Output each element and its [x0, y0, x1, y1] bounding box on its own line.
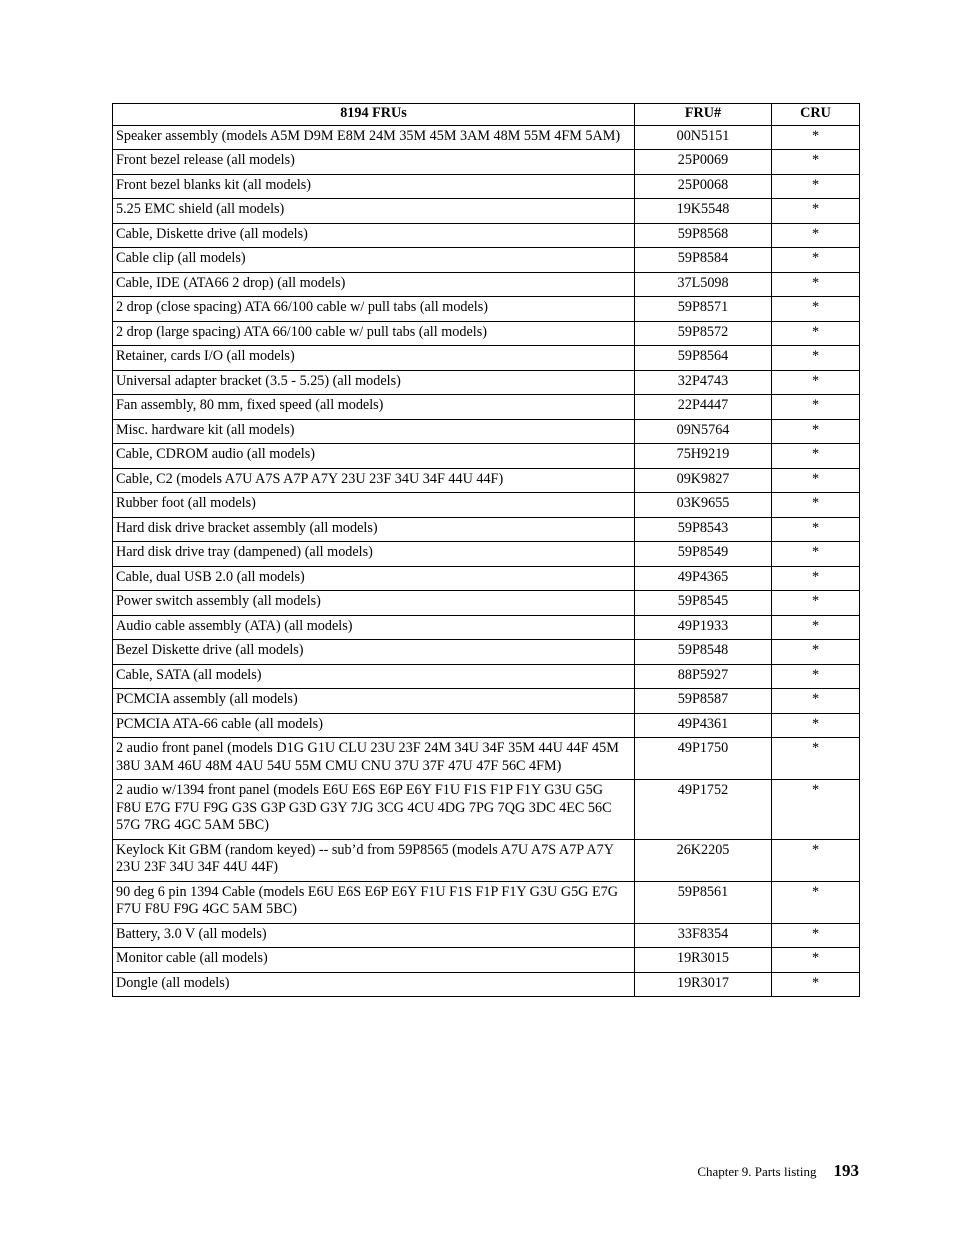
part-description: Cable clip (all models)	[113, 248, 635, 273]
cru-marker: *	[772, 248, 860, 273]
part-description: Universal adapter bracket (3.5 - 5.25) (all models)	[113, 370, 635, 395]
part-description: 2 drop (large spacing) ATA 66/100 cable w/ pull tabs (all models)	[113, 321, 635, 346]
cru-marker: *	[772, 780, 860, 840]
cru-marker: *	[772, 272, 860, 297]
part-description: Dongle (all models)	[113, 972, 635, 997]
fru-number: 19R3017	[635, 972, 772, 997]
cru-marker: *	[772, 125, 860, 150]
part-description: Monitor cable (all models)	[113, 948, 635, 973]
table-row	[113, 493, 860, 518]
fru-number: 37L5098	[635, 272, 772, 297]
table-row	[113, 972, 860, 997]
part-description: 2 audio w/1394 front panel (models E6U E6S E6P E6Y F1U F1S F1P F1Y G3U G5G F8U E7G F7U F9G G3S G3P G3D G3Y 7JG 3CG 4CU 4DG 7PG 7QG 3DC 4EC 56C 57G 7RG 4GC 5AM 5BC)	[113, 780, 635, 840]
fru-number: 59P8543	[635, 517, 772, 542]
part-description: Cable, Diskette drive (all models)	[113, 223, 635, 248]
fru-number: 59P8545	[635, 591, 772, 616]
table-row	[113, 297, 860, 322]
table-row	[113, 689, 860, 714]
table-row	[113, 444, 860, 469]
cru-marker: *	[772, 689, 860, 714]
part-description: Cable, C2 (models A7U A7S A7P A7Y 23U 23F 34U 34F 44U 44F)	[113, 468, 635, 493]
cru-marker: *	[772, 542, 860, 567]
fru-number: 03K9655	[635, 493, 772, 518]
column-header-cru: CRU	[772, 104, 860, 126]
cru-marker: *	[772, 321, 860, 346]
fru-number: 33F8354	[635, 923, 772, 948]
table-row	[113, 223, 860, 248]
fru-number: 59P8549	[635, 542, 772, 567]
cru-marker: *	[772, 640, 860, 665]
parts-table	[112, 103, 860, 997]
fru-number: 19K5548	[635, 199, 772, 224]
part-description: Cable, dual USB 2.0 (all models)	[113, 566, 635, 591]
cru-marker: *	[772, 948, 860, 973]
fru-number: 59P8548	[635, 640, 772, 665]
cru-marker: *	[772, 591, 860, 616]
fru-number: 49P4365	[635, 566, 772, 591]
fru-number: 59P8564	[635, 346, 772, 371]
cru-marker: *	[772, 839, 860, 881]
part-description: Power switch assembly (all models)	[113, 591, 635, 616]
part-description: Battery, 3.0 V (all models)	[113, 923, 635, 948]
part-description: Front bezel release (all models)	[113, 150, 635, 175]
part-description: Audio cable assembly (ATA) (all models)	[113, 615, 635, 640]
part-description: Keylock Kit GBM (random keyed) -- sub’d from 59P8565 (models A7U A7S A7P A7Y 23U 23F 34U 34F 44U 44F)	[113, 839, 635, 881]
cru-marker: *	[772, 395, 860, 420]
table-row	[113, 370, 860, 395]
table-row	[113, 881, 860, 923]
table-row	[113, 346, 860, 371]
fru-number: 09N5764	[635, 419, 772, 444]
fru-number: 09K9827	[635, 468, 772, 493]
fru-number: 00N5151	[635, 125, 772, 150]
cru-marker: *	[772, 566, 860, 591]
cru-marker: *	[772, 972, 860, 997]
cru-marker: *	[772, 615, 860, 640]
table-row	[113, 738, 860, 780]
part-description: 5.25 EMC shield (all models)	[113, 199, 635, 224]
table-row	[113, 125, 860, 150]
table-row	[113, 615, 860, 640]
cru-marker: *	[772, 223, 860, 248]
fru-number: 19R3015	[635, 948, 772, 973]
cru-marker: *	[772, 419, 860, 444]
cru-marker: *	[772, 738, 860, 780]
fru-number: 49P1933	[635, 615, 772, 640]
table-header-row	[113, 104, 860, 126]
part-description: Misc. hardware kit (all models)	[113, 419, 635, 444]
part-description: 2 audio front panel (models D1G G1U CLU 23U 23F 24M 34U 34F 35M 44U 44F 45M 38U 3AM 46U 48M 4AU 54U 55M CMU CNU 37U 37F 47U 47F 56C 4FM)	[113, 738, 635, 780]
table-row	[113, 248, 860, 273]
part-description: Cable, IDE (ATA66 2 drop) (all models)	[113, 272, 635, 297]
part-description: Cable, SATA (all models)	[113, 664, 635, 689]
fru-number: 59P8572	[635, 321, 772, 346]
fru-number: 25P0068	[635, 174, 772, 199]
cru-marker: *	[772, 881, 860, 923]
table-row	[113, 321, 860, 346]
table-row	[113, 517, 860, 542]
cru-marker: *	[772, 517, 860, 542]
table-row	[113, 199, 860, 224]
chapter-title: Chapter 9. Parts listing	[697, 1164, 817, 1179]
column-header-fru-number: FRU#	[635, 104, 772, 126]
part-description: Front bezel blanks kit (all models)	[113, 174, 635, 199]
part-description: Retainer, cards I/O (all models)	[113, 346, 635, 371]
fru-number: 59P8571	[635, 297, 772, 322]
part-description: Bezel Diskette drive (all models)	[113, 640, 635, 665]
cru-marker: *	[772, 174, 860, 199]
fru-number: 49P1752	[635, 780, 772, 840]
part-description: Fan assembly, 80 mm, fixed speed (all models)	[113, 395, 635, 420]
cru-marker: *	[772, 346, 860, 371]
table-row	[113, 664, 860, 689]
fru-number: 25P0069	[635, 150, 772, 175]
cru-marker: *	[772, 370, 860, 395]
part-description: PCMCIA ATA-66 cable (all models)	[113, 713, 635, 738]
part-description: 2 drop (close spacing) ATA 66/100 cable w/ pull tabs (all models)	[113, 297, 635, 322]
part-description: Rubber foot (all models)	[113, 493, 635, 518]
table-row	[113, 839, 860, 881]
cru-marker: *	[772, 493, 860, 518]
table-row	[113, 640, 860, 665]
fru-number: 59P8584	[635, 248, 772, 273]
page-number: 193	[833, 1161, 859, 1180]
fru-number: 49P1750	[635, 738, 772, 780]
cru-marker: *	[772, 468, 860, 493]
table-row	[113, 566, 860, 591]
fru-number: 59P8561	[635, 881, 772, 923]
table-row	[113, 948, 860, 973]
cru-marker: *	[772, 150, 860, 175]
part-description: PCMCIA assembly (all models)	[113, 689, 635, 714]
cru-marker: *	[772, 664, 860, 689]
cru-marker: *	[772, 923, 860, 948]
fru-number: 59P8568	[635, 223, 772, 248]
fru-number: 22P4447	[635, 395, 772, 420]
fru-number: 32P4743	[635, 370, 772, 395]
cru-marker: *	[772, 297, 860, 322]
fru-number: 59P8587	[635, 689, 772, 714]
cru-marker: *	[772, 444, 860, 469]
cru-marker: *	[772, 713, 860, 738]
column-header-frus: 8194 FRUs	[113, 104, 635, 126]
part-description: Cable, CDROM audio (all models)	[113, 444, 635, 469]
table-row	[113, 780, 860, 840]
part-description: Speaker assembly (models A5M D9M E8M 24M 35M 45M 3AM 48M 55M 4FM 5AM)	[113, 125, 635, 150]
fru-number: 26K2205	[635, 839, 772, 881]
table-body	[113, 125, 860, 997]
part-description: Hard disk drive tray (dampened) (all models)	[113, 542, 635, 567]
fru-number: 75H9219	[635, 444, 772, 469]
cru-marker: *	[772, 199, 860, 224]
table-row	[113, 923, 860, 948]
fru-number: 88P5927	[635, 664, 772, 689]
part-description: 90 deg 6 pin 1394 Cable (models E6U E6S E6P E6Y F1U F1S F1P F1Y G3U G5G E7G F7U F8U F9G 4GC 5AM 5BC)	[113, 881, 635, 923]
table-row	[113, 713, 860, 738]
table-row	[113, 150, 860, 175]
table-row	[113, 419, 860, 444]
table-row	[113, 395, 860, 420]
table-row	[113, 272, 860, 297]
table-row	[113, 542, 860, 567]
table-row	[113, 468, 860, 493]
fru-number: 49P4361	[635, 713, 772, 738]
table-row	[113, 174, 860, 199]
table-row	[113, 591, 860, 616]
part-description: Hard disk drive bracket assembly (all models)	[113, 517, 635, 542]
page-footer	[697, 1161, 859, 1181]
